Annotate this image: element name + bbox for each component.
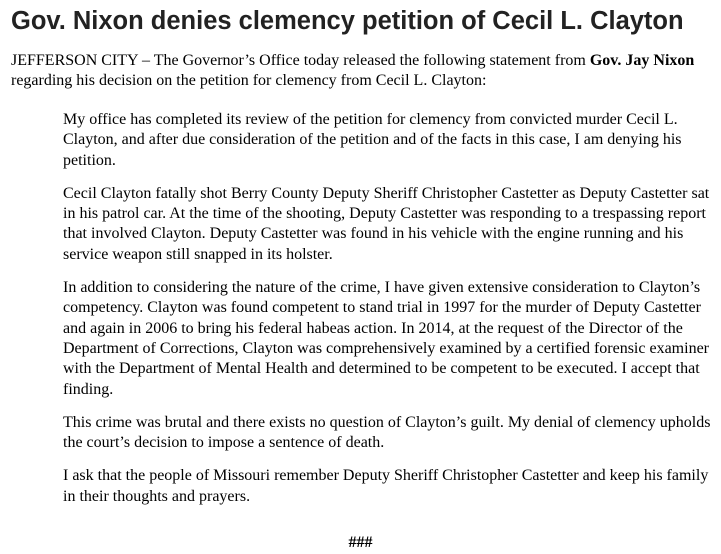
- end-mark: ###: [348, 534, 373, 551]
- intro-lead: JEFFERSON CITY – The Governor’s Office today released the following statement from: [11, 52, 590, 69]
- statement-paragraph-2: Cecil Clayton fatally shot Berry County Deputy Sheriff Christopher Castetter as Deputy Castetter sat in his patrol car. At the time of the shooting, Deputy Castetter was responding to a trespassing report that involved Clayton. Deputy Castetter was found in his vehicle with the engine running and his service weapon still snapped in its holster.: [63, 184, 710, 263]
- intro-tail: regarding his decision on the petition for clemency from Cecil L. Clayton:: [11, 72, 487, 89]
- governor-name: Gov. Jay Nixon: [589, 52, 695, 69]
- statement-blockquote: [63, 110, 713, 507]
- page-title: Gov. Nixon denies clemency petition of Cecil L. Clayton: [11, 7, 684, 35]
- statement-paragraph-1: My office has completed its review of the petition for clemency from convicted murder Cecil L. Clayton, and after due consideration of the petition and of the facts in this case, I am denying his petition.: [63, 111, 682, 169]
- intro-paragraph: [11, 51, 713, 91]
- statement-paragraph-4: This crime was brutal and there exists no question of Clayton’s guilt. My denial of clemency upholds the court’s decision to impose a sentence of death.: [63, 413, 711, 452]
- statement-paragraph-5: I ask that the people of Missouri remember Deputy Sheriff Christopher Castetter and keep his family in their thoughts and prayers.: [63, 467, 709, 505]
- statement-paragraph-3: In addition to considering the nature of the crime, I have given extensive consideration to Clayton’s competency. Clayton was found competent to stand trial in 1997 for the murder of Deputy Castetter and again in 2006 to bring his federal habeas action. In 2014, at the request of the Director of the Department of Corrections, Clayton was comprehensively examined by a certified forensic examiner with the Department of Mental Health and determined to be competent to be executed. I accept that finding.: [63, 279, 709, 398]
